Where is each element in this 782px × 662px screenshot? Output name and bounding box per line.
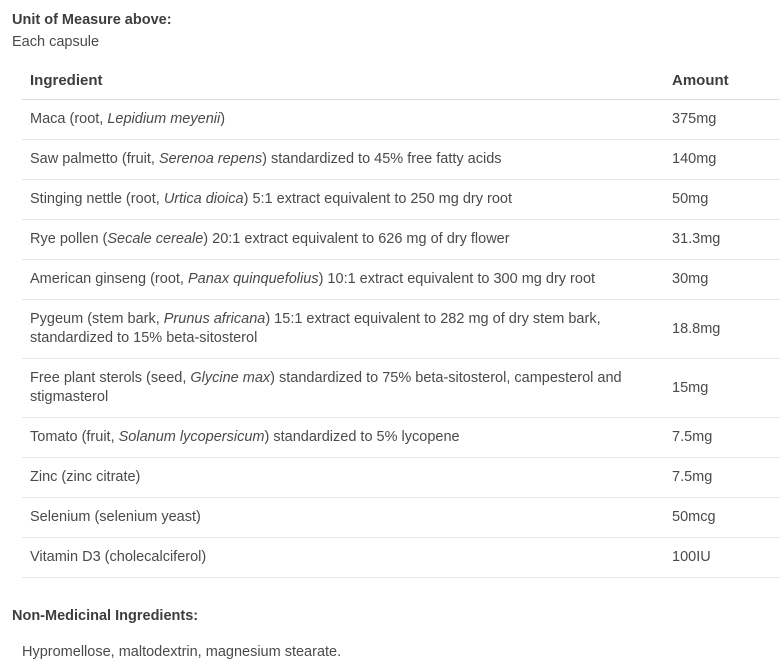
ingredient-text: ) standardized to 5% lycopene — [264, 429, 460, 445]
non-medicinal-heading: Non-Medicinal Ingredients: — [12, 608, 199, 624]
ingredients-table-body — [22, 100, 780, 578]
table-row — [22, 498, 780, 538]
ingredient-text: Saw palmetto (fruit, — [30, 151, 159, 167]
ingredients-table-head — [22, 66, 780, 100]
ingredient-text: Rye pollen ( — [30, 231, 108, 247]
ingredient-text: Selenium (selenium yeast) — [30, 509, 201, 525]
table-row — [22, 100, 780, 140]
table-row — [22, 538, 780, 578]
ingredient-name — [22, 458, 662, 498]
latin-name: Prunus africana — [163, 311, 266, 327]
ingredient-amount: 18.8mg — [662, 300, 780, 359]
ingredient-text: ) 20:1 extract equivalent to 626 mg of dry flower — [203, 231, 510, 247]
ingredient-text: Zinc (zinc citrate) — [30, 469, 141, 485]
ingredient-name — [22, 260, 662, 300]
ingredient-text: ) 5:1 extract equivalent to 250 mg dry root — [243, 191, 512, 207]
ingredient-amount: 50mg — [662, 180, 780, 220]
ingredient-text: ) — [220, 111, 226, 127]
ingredient-name — [22, 220, 662, 260]
ingredient-amount: 30mg — [662, 260, 780, 300]
ingredient-name — [22, 418, 662, 458]
ingredient-text: Pygeum (stem bark, — [30, 311, 164, 327]
ingredient-text: Maca (root, — [30, 111, 108, 127]
ingredient-amount: 140mg — [662, 140, 780, 180]
column-header-amount: Amount — [662, 66, 780, 100]
ingredient-amount: 100IU — [662, 538, 780, 578]
ingredient-text: Tomato (fruit, — [30, 429, 119, 445]
table-row — [22, 220, 780, 260]
ingredient-name — [22, 538, 662, 578]
table-row — [22, 260, 780, 300]
latin-name: Panax quinquefolius — [187, 271, 319, 287]
unit-of-measure-value: Each capsule — [12, 34, 100, 50]
table-row — [22, 140, 780, 180]
ingredient-name — [22, 498, 662, 538]
ingredient-amount: 31.3mg — [662, 220, 780, 260]
ingredient-amount: 50mcg — [662, 498, 780, 538]
table-header-row — [22, 66, 780, 100]
ingredient-name — [22, 300, 662, 359]
ingredient-amount: 375mg — [662, 100, 780, 140]
latin-name: Secale cereale — [107, 231, 204, 247]
table-row — [22, 300, 780, 359]
ingredient-amount: 7.5mg — [662, 418, 780, 458]
non-medicinal-text: Hypromellose, maltodextrin, magnesium stearate. — [22, 644, 342, 660]
ingredient-text: American ginseng (root, — [30, 271, 188, 287]
ingredient-text: ) 15:1 extract equivalent to 282 mg of dry stem bark, standardized to 15% beta-sitosterol — [30, 311, 601, 346]
latin-name: Solanum lycopersicum — [118, 429, 265, 445]
table-row — [22, 180, 780, 220]
latin-name: Serenoa repens — [158, 151, 263, 167]
column-header-ingredient: Ingredient — [22, 66, 662, 100]
latin-name: Lepidium meyenii — [107, 111, 221, 127]
unit-of-measure-label: Unit of Measure above: — [12, 12, 172, 28]
ingredient-name — [22, 100, 662, 140]
ingredient-name — [22, 140, 662, 180]
ingredient-text: Vitamin D3 (cholecalciferol) — [30, 549, 207, 565]
ingredient-amount: 15mg — [662, 359, 780, 418]
ingredient-text: Free plant sterols (seed, — [30, 370, 191, 386]
ingredient-name — [22, 180, 662, 220]
table-row — [22, 458, 780, 498]
ingredient-text: ) standardized to 75% beta-sitosterol, campesterol and stigmasterol — [30, 370, 622, 405]
ingredient-text: Stinging nettle (root, — [30, 191, 164, 207]
ingredient-name — [22, 359, 662, 418]
latin-name: Urtica dioica — [163, 191, 244, 207]
ingredients-table — [22, 66, 780, 578]
latin-name: Glycine max — [190, 370, 271, 386]
ingredient-text: ) 10:1 extract equivalent to 300 mg dry root — [318, 271, 596, 287]
ingredient-amount: 7.5mg — [662, 458, 780, 498]
table-row — [22, 359, 780, 418]
ingredient-text: ) standardized to 45% free fatty acids — [262, 151, 502, 167]
table-row — [22, 418, 780, 458]
